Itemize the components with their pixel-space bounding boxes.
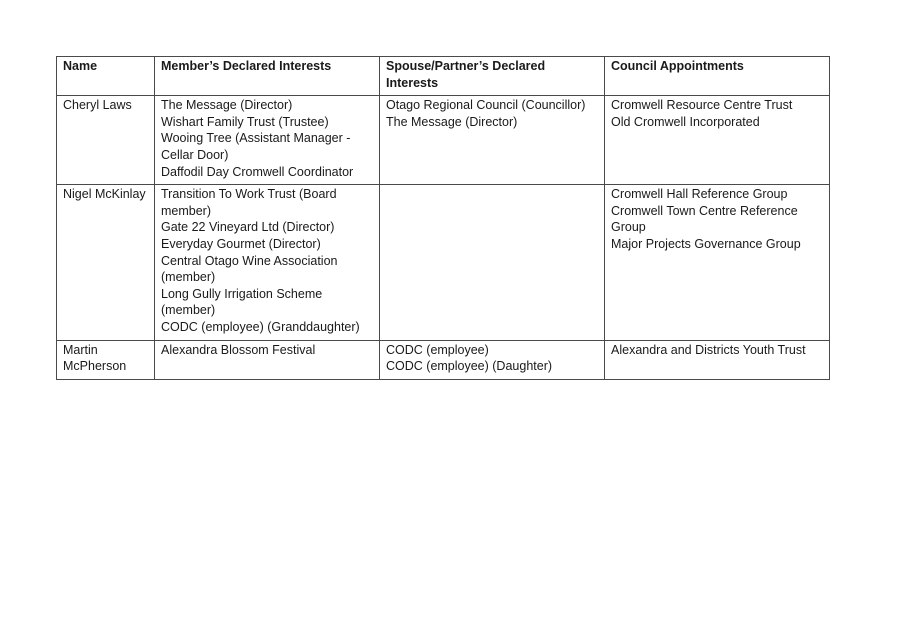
- cell-line: Cellar Door): [161, 147, 229, 162]
- table-body: [57, 96, 830, 380]
- table-header: [57, 57, 830, 96]
- cell-line: Group: [611, 220, 646, 235]
- table-row: [57, 96, 830, 185]
- cell-line: CODC (employee) (Daughter): [386, 359, 553, 374]
- cell-line: Cromwell Resource Centre Trust: [611, 98, 793, 113]
- header-member-interests: [155, 57, 380, 96]
- header-council-appointments: [605, 57, 830, 96]
- cell-name: [57, 96, 155, 185]
- cell-council-appointments: [605, 96, 830, 185]
- header-spouse-label-line1: Spouse/Partner’s Declared: [386, 59, 546, 73]
- cell-council-appointments: [605, 340, 830, 379]
- cell-line: Alexandra and Districts Youth Trust: [611, 342, 806, 357]
- header-council-label: Council Appointments: [611, 59, 744, 73]
- cell-line: The Message (Director): [386, 114, 518, 129]
- cell-line: (member): [161, 303, 216, 318]
- header-member-label: Member’s Declared Interests: [161, 59, 332, 73]
- cell-council-appointments: [605, 185, 830, 340]
- cell-line: Central Otago Wine Association: [161, 253, 338, 268]
- cell-line: Long Gully Irrigation Scheme: [161, 286, 323, 301]
- cell-line: member): [161, 203, 212, 218]
- cell-line: Old Cromwell Incorporated: [611, 114, 760, 129]
- cell-line: CODC (employee): [386, 342, 489, 357]
- header-name-label: Name: [63, 59, 98, 73]
- cell-line: Cheryl Laws: [63, 98, 132, 113]
- header-spouse-interests: [380, 57, 605, 96]
- cell-line: McPherson: [63, 359, 127, 374]
- cell-line: Nigel McKinlay: [63, 187, 146, 202]
- cell-line: Everyday Gourmet (Director): [161, 236, 321, 251]
- cell-spouse-interests: [380, 340, 605, 379]
- cell-name: [57, 340, 155, 379]
- cell-line: Alexandra Blossom Festival: [161, 342, 316, 357]
- cell-line: CODC (employee) (Granddaughter): [161, 319, 360, 334]
- cell-line: Wishart Family Trust (Trustee): [161, 114, 329, 129]
- declared-interests-table: [56, 56, 830, 380]
- cell-line: (member): [161, 270, 216, 285]
- cell-spouse-interests: [380, 185, 605, 340]
- header-name: [57, 57, 155, 96]
- cell-line: Cromwell Town Centre Reference: [611, 203, 798, 218]
- table-row: [57, 340, 830, 379]
- cell-name: [57, 185, 155, 340]
- cell-line: Transition To Work Trust (Board: [161, 187, 337, 202]
- cell-line: Wooing Tree (Assistant Manager -: [161, 131, 351, 146]
- cell-line: Major Projects Governance Group: [611, 236, 801, 251]
- header-spouse-label-line2: Interests: [386, 75, 439, 90]
- cell-line: The Message (Director): [161, 98, 293, 113]
- cell-spouse-interests: [380, 96, 605, 185]
- cell-line: Otago Regional Council (Councillor): [386, 98, 586, 113]
- header-row: [57, 57, 830, 96]
- cell-line: Cromwell Hall Reference Group: [611, 187, 788, 202]
- cell-member-interests: [155, 96, 380, 185]
- table-row: [57, 185, 830, 340]
- cell-member-interests: [155, 340, 380, 379]
- cell-line: Martin: [63, 342, 98, 357]
- cell-member-interests: [155, 185, 380, 340]
- cell-line: Daffodil Day Cromwell Coordinator: [161, 164, 354, 179]
- cell-line: Gate 22 Vineyard Ltd (Director): [161, 220, 335, 235]
